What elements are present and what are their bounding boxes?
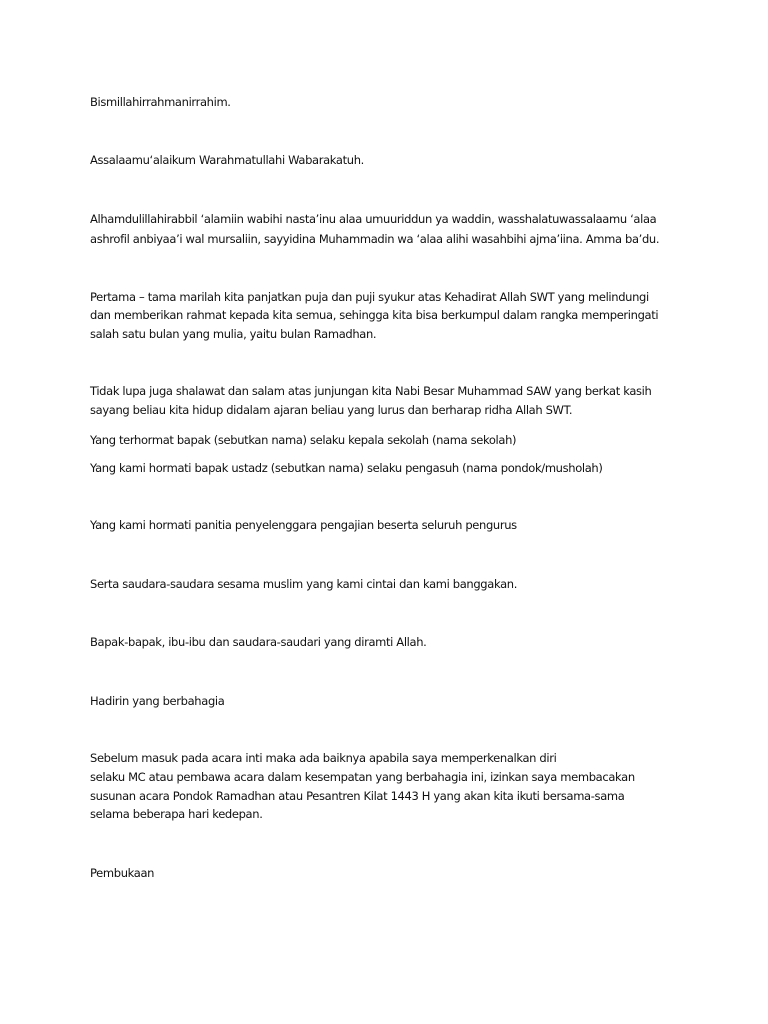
- introduction-line-3: susunan acara Pondok Ramadhan atau Pesantren Kilat 1443 H yang akan kita ikuti bersama-sama: [90, 789, 625, 803]
- introduction-line-1: Sebelum masuk pada acara inti maka ada baiknya apabila saya memperkenalkan diri: [90, 751, 557, 765]
- opening-line-1: Alhamdulillahirabbil ‘alamiin wabihi nasta’inu alaa umuuriddun ya waddin, wasshalatuwassalaamu ‘alaa: [90, 212, 657, 226]
- salutation-line: Bismillahirrahmanirrahim.: [90, 95, 231, 109]
- opening-line-2: ashrofil anbiyaa’i wal mursaliin, sayyidina Muhammadin wa ‘alaa alihi wasahbihi ajma’iina. Amma ba’du.: [90, 232, 660, 246]
- respect-committee-line: Yang kami hormati panitia penyelenggara pengajian beserta seluruh pengurus: [90, 518, 517, 532]
- introduction-line-2: selaku MC atau pembawa acara dalam kesempatan yang berbahagia ini, izinkan saya membacakan: [90, 770, 635, 784]
- shalawat-line-2: sayang beliau kita hidup didalam ajaran beliau yang lurus dan berharap ridha Allah SWT.: [90, 403, 573, 417]
- respect-ustadz-line: Yang kami hormati bapak ustadz (sebutkan nama) selaku pengasuh (nama pondok/musholah): [90, 461, 603, 475]
- honored-guests-line: Hadirin yang berbahagia: [90, 694, 225, 708]
- greeting-line: Assalaamu‘alaikum Warahmatullahi Wabarakatuh.: [90, 153, 364, 167]
- gratitude-line-3: salah satu bulan yang mulia, yaitu bulan Ramadhan.: [90, 327, 377, 341]
- section-heading: Pembukaan: [90, 866, 155, 880]
- gratitude-line-1: Pertama – tama marilah kita panjatkan puja dan puji syukur atas Kehadirat Allah SWT yang melindungi: [90, 290, 649, 304]
- gratitude-line-2: dan memberikan rahmat kepada kita semua, sehingga kita bisa berkumpul dalam rangka memperingati: [90, 308, 659, 322]
- introduction-line-4: selama beberapa hari kedepan.: [90, 807, 263, 821]
- respect-principal-line: Yang terhormat bapak (sebutkan nama) selaku kepala sekolah (nama sekolah): [90, 433, 517, 447]
- respect-muslims-line: Serta saudara-saudara sesama muslim yang kami cintai dan kami banggakan.: [90, 577, 518, 591]
- respect-audience-line: Bapak-bapak, ibu-ibu dan saudara-saudari yang diramti Allah.: [90, 635, 427, 649]
- shalawat-line-1: Tidak lupa juga shalawat dan salam atas junjungan kita Nabi Besar Muhammad SAW yang berkat kasih: [90, 384, 652, 398]
